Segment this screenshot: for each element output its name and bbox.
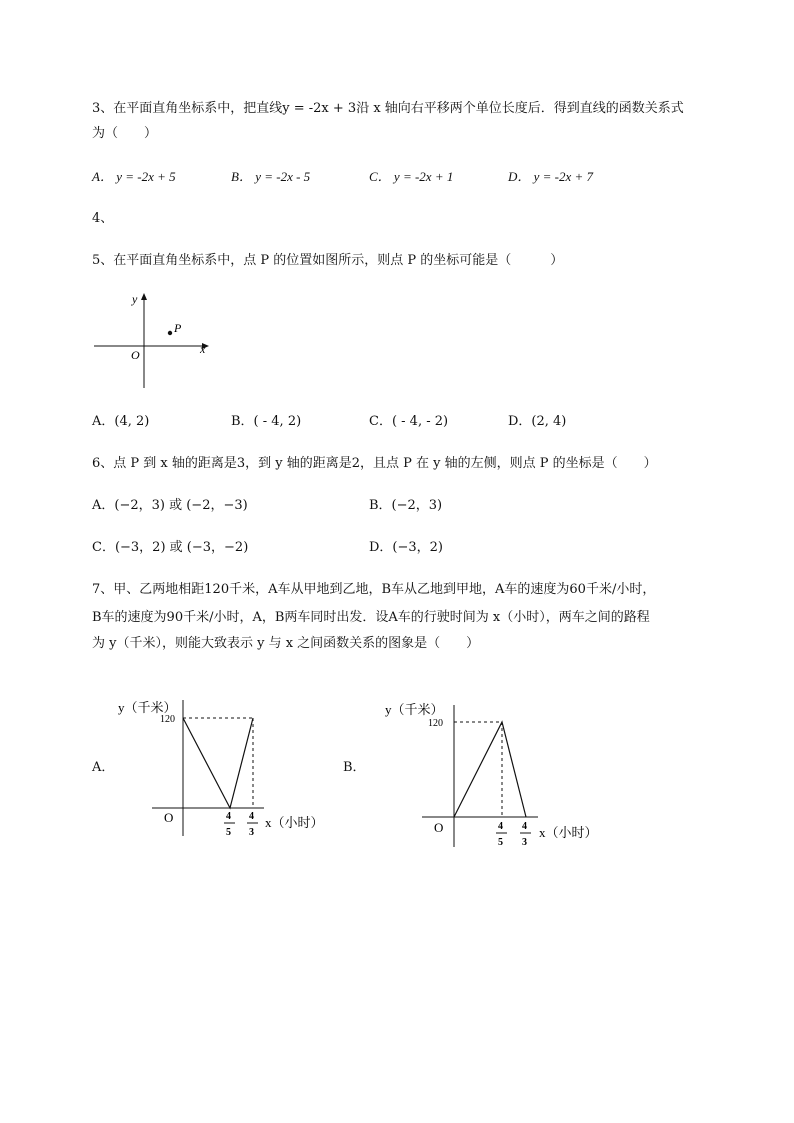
q5-x-label: x (200, 342, 206, 356)
q5-option-d: D．(2, 4) (508, 414, 567, 429)
q6-stem: 6、点 P 到 x 轴的距离是3，到 y 轴的距离是2，且点 P 在 y 轴的左侧，则点 P 的坐标是（ ） (92, 456, 657, 471)
q7a-function-line (183, 718, 253, 808)
q5-option-b: B．( - 4, 2) (231, 414, 302, 429)
q7a-x-tick1-numerator: 4 (226, 811, 231, 822)
q7b-y-label: y（千米） (385, 702, 444, 717)
q3-option-c: C． y = -2x + 1 (369, 169, 454, 184)
q7a-x-tick1-denominator: 5 (226, 827, 231, 838)
q5-stem: 5、在平面直角坐标系中，点 P 的位置如图所示，则点 P 的坐标可能是（ ） (92, 253, 564, 268)
q7a-y-tick-120: 120 (160, 714, 175, 725)
q5-point-p (168, 331, 172, 335)
q5-y-arrow (141, 293, 147, 300)
q5-point-p-label: P (174, 321, 182, 335)
q7-option-a-label: A． (92, 760, 115, 775)
q7b-x-tick2-denominator: 3 (522, 837, 527, 848)
q7a-origin-label: O (164, 810, 174, 825)
q7-graph-a (112, 690, 342, 846)
q3-option-d: D． y = -2x + 7 (508, 169, 594, 184)
q7b-x-tick1-numerator: 4 (498, 821, 503, 832)
q7b-function-line (454, 722, 526, 817)
q3-stem-line2: 为（ ） (92, 126, 158, 141)
q4-stem: 4、 (92, 211, 114, 226)
q7-stem-line1: 7、甲、乙两地相距120千米，A车从甲地到乙地，B车从乙地到甲地，A车的速度为60千米/小时， (92, 582, 656, 597)
q5-option-c: C．( - 4, - 2) (369, 414, 449, 429)
q7-stem-line3: 为 y（千米），则能大致表示 y 与 x 之间函数关系的图象是（ ） (92, 636, 480, 651)
q7b-y-tick-120: 120 (428, 718, 443, 729)
q5-option-a: A．(4, 2) (92, 414, 150, 429)
q7b-x-tick2-numerator: 4 (522, 821, 527, 832)
q7-option-b-label: B． (343, 760, 366, 775)
q6-option-c: C．(−3，2) 或 (−3，−2) (92, 540, 249, 555)
q5-y-label: y (132, 292, 138, 306)
q3-stem-line1: 3、在平面直角坐标系中，把直线y = -2x + 3沿 x 轴向右平移两个单位长度后．得到直线的函数关系式 (92, 101, 684, 116)
q5-origin-label: O (131, 348, 140, 362)
q7a-x-label: x（小时） (265, 815, 324, 830)
q5-coordinate-figure (88, 288, 218, 390)
q7a-y-label: y（千米） (118, 700, 177, 715)
q7a-x-tick2-denominator: 3 (249, 827, 254, 838)
q7b-x-tick1-denominator: 5 (498, 837, 503, 848)
q6-option-d: D．(−3，2) (369, 540, 444, 555)
q7b-origin-label: O (434, 820, 444, 835)
q7-graph-b (382, 695, 616, 855)
q3-option-b: B． y = -2x - 5 (231, 169, 311, 184)
q7b-x-label: x（小时） (539, 825, 598, 840)
q7-stem-line2: B车的速度为90千米/小时，A，B两车同时出发．设A车的行驶时间为 x（小时），两车之间的路程 (92, 610, 650, 625)
q6-option-b: B．(−2，3) (369, 498, 443, 513)
q3-option-a: A． y = -2x + 5 (92, 169, 176, 184)
q7a-x-tick2-numerator: 4 (249, 811, 254, 822)
q6-option-a: A．(−2，3) 或 (−2，−3) (92, 498, 248, 513)
